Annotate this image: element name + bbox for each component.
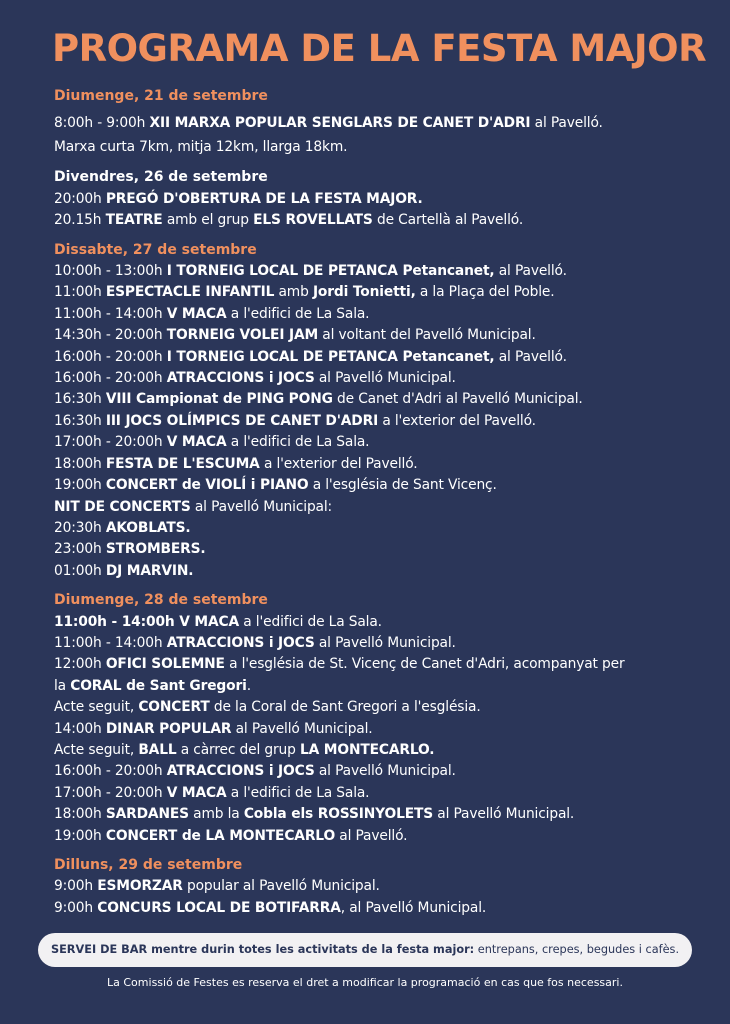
event-highlight: STROMBERS.	[105, 541, 206, 558]
event-highlight: LA MONTECARLO.	[299, 741, 435, 758]
event-text: 9:00h	[54, 878, 98, 895]
schedule-line	[54, 761, 704, 782]
schedule-line	[54, 432, 704, 453]
event-highlight: CORAL de Sant Gregori	[70, 677, 247, 694]
event-text: a l'edifici de La Sala.	[239, 613, 382, 630]
event-highlight: I TORNEIG LOCAL DE PETANCA Petancanet,	[166, 263, 495, 280]
day-section	[54, 855, 704, 919]
event-text: de Cartellà al Pavelló.	[372, 212, 524, 229]
event-highlight: BALL	[138, 741, 177, 758]
day-heading: Divendres, 26 de setembre	[54, 169, 268, 186]
event-text: al Pavelló.	[335, 827, 408, 844]
schedule-line	[54, 539, 704, 560]
schedule-line	[54, 654, 704, 675]
day-heading: Dissabte, 27 de setembre	[54, 241, 257, 258]
day-section	[54, 167, 704, 231]
event-text: 14:30h - 20:00h	[54, 327, 167, 344]
day-section	[54, 240, 704, 583]
event-text: 18:00h	[54, 455, 106, 472]
event-highlight: ESPECTACLE INFANTIL	[105, 284, 275, 301]
event-text: Acte seguit,	[54, 741, 139, 758]
event-text: 11:00h - 14:00h	[54, 634, 167, 651]
event-text: al Pavelló Municipal.	[314, 370, 456, 387]
program-schedule	[54, 86, 704, 927]
event-highlight: CONCURS LOCAL DE BOTIFARRA	[97, 899, 341, 916]
event-highlight: V MACA	[166, 434, 227, 451]
event-text: la	[54, 677, 71, 694]
event-text: 20:30h	[54, 519, 106, 536]
schedule-line	[54, 697, 704, 718]
schedule-line	[54, 189, 704, 210]
event-text: al Pavelló.	[494, 348, 567, 365]
event-highlight: CONCERT de VIOLÍ i PIANO	[105, 477, 309, 494]
event-text: a càrrec del grup	[176, 741, 300, 758]
event-highlight: ESMORZAR	[97, 878, 183, 895]
schedule-line	[54, 561, 704, 582]
event-text: , al Pavelló Municipal.	[340, 899, 487, 916]
event-text: 18:00h	[54, 806, 106, 823]
event-text: de Canet d'Adri al Pavelló Municipal.	[332, 391, 583, 408]
schedule-line	[54, 804, 704, 825]
event-highlight: PREGÓ D'OBERTURA DE LA FESTA MAJOR.	[105, 190, 423, 207]
schedule-line	[54, 325, 704, 346]
poster-title: PROGRAMA DE LA FESTA MAJOR	[52, 27, 707, 70]
event-highlight: FESTA DE L'ESCUMA	[105, 455, 260, 472]
event-text: a l'edifici de La Sala.	[226, 434, 370, 451]
event-text: al Pavelló Municipal.	[314, 634, 456, 651]
event-text: de la Coral de Sant Gregori a l'església.	[209, 699, 481, 716]
event-highlight: ATRACCIONS i JOCS	[166, 370, 315, 387]
day-section	[54, 86, 704, 159]
schedule-line	[54, 676, 704, 697]
event-text: 23:00h	[54, 541, 106, 558]
event-text: al Pavelló Municipal.	[433, 806, 575, 823]
event-text: Marxa curta 7km, mitja 12km, llarga 18km.	[54, 139, 348, 156]
event-text: amb	[274, 284, 313, 301]
event-highlight: I TORNEIG LOCAL DE PETANCA Petancanet,	[166, 348, 495, 365]
event-text: 9:00h	[54, 899, 98, 916]
event-text: 17:00h - 20:00h	[54, 784, 167, 801]
event-text: 20:00h	[54, 190, 106, 207]
event-highlight: VIII Campionat de PING PONG	[105, 391, 333, 408]
event-text: 8:00h - 9:00h	[54, 115, 150, 132]
event-text: al voltant del Pavelló Municipal.	[318, 327, 536, 344]
event-text: a la Plaça del Poble.	[415, 284, 555, 301]
event-text: popular al Pavelló Municipal.	[182, 878, 380, 895]
schedule-line	[54, 497, 704, 518]
event-highlight: 11:00h - 14:00h	[54, 613, 180, 630]
event-text: a l'exterior del Pavelló.	[378, 412, 536, 429]
bar-service-notice	[38, 933, 692, 967]
schedule-line	[54, 304, 704, 325]
event-highlight: ATRACCIONS i JOCS	[166, 634, 315, 651]
event-text: 12:00h	[54, 656, 106, 673]
event-text: 19:00h	[54, 827, 106, 844]
schedule-line	[54, 282, 704, 303]
day-heading: Diumenge, 21 de setembre	[54, 88, 268, 104]
event-text: 16:00h - 20:00h	[54, 348, 167, 365]
schedule-line	[54, 347, 704, 368]
event-text: 17:00h - 20:00h	[54, 434, 167, 451]
event-text: 20.15h	[54, 212, 106, 229]
event-highlight: Jordi Tonietti,	[312, 284, 416, 301]
schedule-line	[54, 719, 704, 740]
event-text: 14:00h	[54, 720, 106, 737]
event-text: 01:00h	[54, 562, 106, 579]
event-text: amb el grup	[162, 212, 254, 229]
schedule-line	[54, 475, 704, 496]
event-highlight: NIT DE CONCERTS	[54, 498, 191, 515]
schedule-line	[54, 411, 704, 432]
schedule-line	[54, 210, 704, 231]
day-heading: Dilluns, 29 de setembre	[54, 857, 243, 873]
event-highlight: OFICI SOLEMNE	[105, 656, 225, 673]
schedule-line	[54, 261, 704, 282]
schedule-line	[54, 612, 704, 633]
event-highlight: V MACA	[166, 305, 227, 322]
event-highlight: ATRACCIONS i JOCS	[166, 763, 315, 780]
event-text: a l'església de Sant Vicenç.	[308, 477, 497, 494]
schedule-line	[54, 783, 704, 804]
schedule-line	[54, 826, 704, 847]
event-text: 16:30h	[54, 391, 106, 408]
event-text: a l'exterior del Pavelló.	[259, 455, 418, 472]
event-text: al Pavelló.	[494, 263, 567, 280]
schedule-line	[54, 518, 704, 539]
schedule-line	[54, 111, 704, 135]
event-text: al Pavelló.	[530, 115, 603, 132]
schedule-line	[54, 389, 704, 410]
event-text: amb la	[188, 806, 244, 823]
day-section	[54, 590, 704, 847]
event-text: 16:00h - 20:00h	[54, 370, 167, 387]
day-heading: Diumenge, 28 de setembre	[54, 592, 268, 609]
event-text: a l'església de St. Vicenç de Canet d'Adri, acompanyat per	[224, 656, 625, 673]
event-highlight: TEATRE	[105, 212, 163, 229]
event-highlight: CONCERT de LA MONTECARLO	[105, 827, 336, 844]
event-text: al Pavelló Municipal.	[231, 720, 373, 737]
event-text: Acte seguit,	[54, 699, 139, 716]
event-text: a l'edifici de La Sala.	[226, 305, 370, 322]
event-highlight: TORNEIG VOLEI JAM	[166, 327, 319, 344]
event-text: 16:00h - 20:00h	[54, 763, 167, 780]
event-text: al Pavelló Municipal:	[190, 498, 333, 515]
event-text: .	[246, 677, 251, 694]
schedule-line	[54, 876, 704, 897]
event-highlight: Cobla els ROSSINYOLETS	[243, 806, 434, 823]
event-text: a l'edifici de La Sala.	[226, 784, 370, 801]
event-text: 19:00h	[54, 477, 106, 494]
event-text: 10:00h - 13:00h	[54, 263, 167, 280]
event-highlight: DJ MARVIN.	[105, 562, 194, 579]
event-text: 11:00h	[54, 284, 106, 301]
event-highlight: V MACA	[166, 784, 227, 801]
event-highlight: V MACA	[179, 613, 240, 630]
event-highlight: ELS ROVELLATS	[253, 212, 373, 229]
event-text: al Pavelló Municipal.	[314, 763, 456, 780]
schedule-line	[54, 898, 704, 919]
schedule-line	[54, 454, 704, 475]
event-highlight: SARDANES	[105, 806, 189, 823]
event-highlight: AKOBLATS.	[105, 519, 191, 536]
event-highlight: DINAR POPULAR	[105, 720, 232, 737]
bar-notice-regular: entrepans, crepes, begudes i cafès.	[474, 943, 680, 956]
event-text: 11:00h - 14:00h	[54, 305, 167, 322]
schedule-line	[54, 135, 704, 159]
bar-notice-bold: SERVEI DE BAR mentre durin totes les activitats de la festa major:	[50, 943, 475, 956]
event-text: 16:30h	[54, 412, 106, 429]
disclaimer-footer: La Comissió de Festes es reserva el dret a modificar la programació en cas que fos necessari.	[107, 976, 623, 989]
schedule-line	[54, 633, 704, 654]
event-highlight: XII MARXA POPULAR SENGLARS DE CANET D'ADRI	[149, 115, 531, 132]
schedule-line	[54, 740, 704, 761]
schedule-line	[54, 368, 704, 389]
event-highlight: CONCERT	[138, 699, 210, 716]
event-highlight: III JOCS OLÍMPICS DE CANET D'ADRI	[105, 412, 379, 429]
